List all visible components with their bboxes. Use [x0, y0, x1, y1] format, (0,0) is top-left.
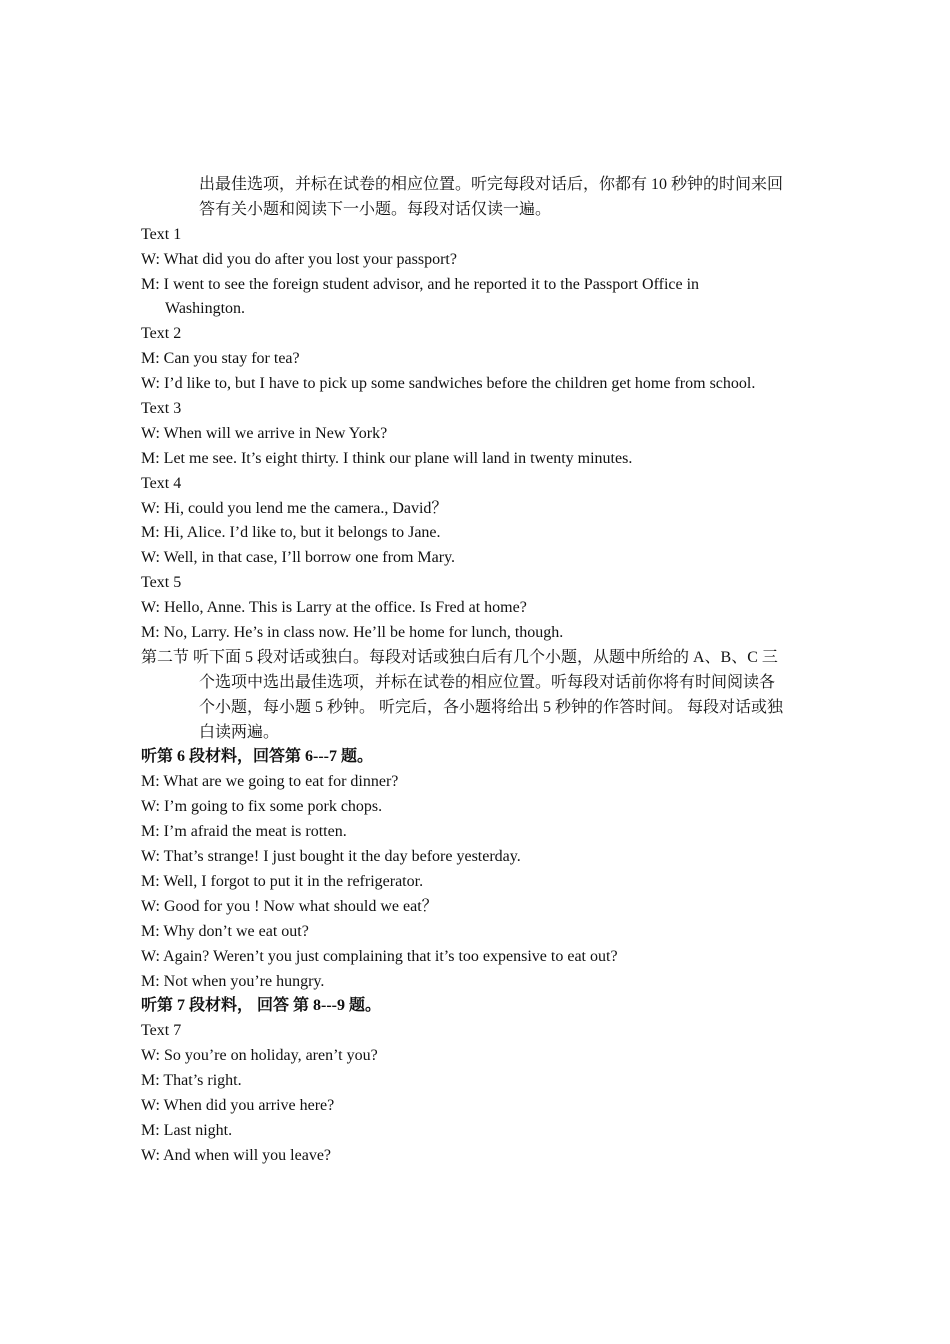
text-line: M: No, Larry. He’s in class now. He’ll be home for lunch, though.: [141, 624, 564, 642]
text-line: W: I’d like to, but I have to pick up some sandwiches before the children get home from school.: [141, 375, 756, 393]
text-line: W: Hi, could you lend me the camera., David？: [141, 499, 448, 517]
text-line: W: So you’re on holiday, aren’t you?: [141, 1047, 378, 1065]
text-line: W: And when will you leave?: [141, 1146, 332, 1164]
text-line: M: Hi, Alice. I’d like to, but it belongs to Jane.: [141, 524, 441, 542]
text-line: W: What did you do after you lost your passport?: [141, 250, 457, 268]
text-line: W: That’s strange! I just bought it the day before yesterday.: [141, 848, 521, 866]
text-line: W: Again? Weren’t you just complaining that it’s too expensive to eat out?: [141, 947, 618, 965]
text-line: Text 4: [141, 474, 182, 492]
text-line: W: I’m going to fix some pork chops.: [141, 798, 383, 816]
text-line: M: I went to see the foreign student advisor, and he reported it to the Passport Office in: [141, 275, 700, 293]
text-line: M: Let me see. It’s eight thirty. I think our plane will land in twenty minutes.: [141, 449, 633, 467]
text-line: M: What are we going to eat for dinner?: [141, 773, 399, 791]
text-line: W: Hello, Anne. This is Larry at the office. Is Fred at home?: [141, 599, 527, 617]
text-line: 白读两遍。: [199, 723, 280, 741]
text-line: M: Well, I forgot to put it in the refrigerator.: [141, 872, 424, 890]
text-line: M: Can you stay for tea?: [141, 350, 300, 368]
text-line: M: Not when you’re hungry.: [141, 972, 325, 990]
text-line: W: Good for you ! Now what should we eat？: [141, 897, 438, 915]
text-line: 个小题，每小题 5 秒钟。 听完后，各小题将给出 5 秒钟的作答时间。 每段对话或独: [199, 698, 784, 716]
text-line: 个选项中选出最佳选项，并标在试卷的相应位置。听每段对话前你将有时间阅读各: [199, 673, 776, 691]
text-line: Text 7: [141, 1022, 182, 1040]
text-line: W: When did you arrive here?: [141, 1096, 335, 1114]
text-line: Washington.: [165, 300, 246, 318]
text-line: 答有关小题和阅读下一小题。每段对话仅读一遍。: [199, 200, 552, 218]
document-body: [141, 173, 813, 1169]
text-line: 第二节 听下面 5 段对话或独白。每段对话或独白后有几个小题，从题中所给的 A、B、C 三: [141, 648, 778, 666]
text-line: M: Last night.: [141, 1121, 233, 1139]
text-line: Text 3: [141, 400, 182, 418]
text-line: Text 5: [141, 574, 182, 592]
section-heading: 听第 7 段材料， 回答 第 8---9 题。: [141, 997, 381, 1015]
text-line: W: When will we arrive in New York?: [141, 424, 388, 442]
text-line: M: I’m afraid the meat is rotten.: [141, 823, 347, 841]
text-line: M: Why don’t we eat out?: [141, 922, 309, 940]
text-line: 出最佳选项，并标在试卷的相应位置。听完每段对话后，你都有 10 秒钟的时间来回: [199, 176, 784, 193]
section-heading: 听第 6 段材料，回答第 6---7 题。: [141, 748, 373, 766]
text-line: Text 1: [141, 225, 182, 243]
text-line: W: Well, in that case, I’ll borrow one from Mary.: [141, 549, 456, 567]
text-line: M: That’s right.: [141, 1072, 242, 1090]
text-line: Text 2: [141, 325, 182, 343]
